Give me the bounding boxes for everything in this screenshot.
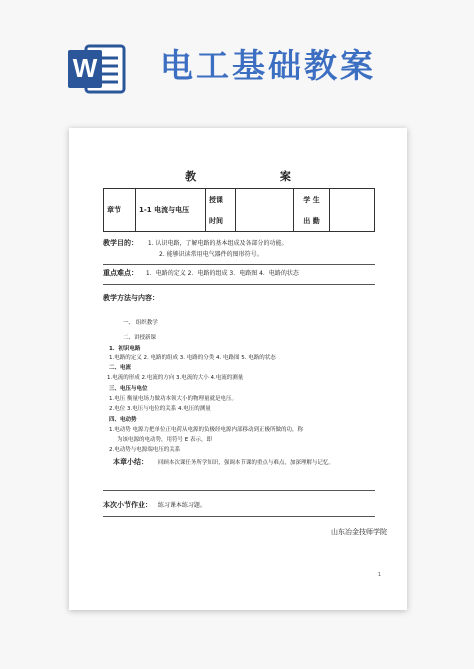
document-page <box>69 128 407 610</box>
attend-label-2: 出 勤 <box>294 210 330 232</box>
attend-value <box>330 189 375 232</box>
content-heading: 1．初识电路 <box>109 346 141 352</box>
summary-label: 本章小结： <box>113 458 148 466</box>
content-heading: 四、电动势 <box>109 417 137 423</box>
svg-text:W: W <box>72 53 98 83</box>
method-label: 教学方法与内容： <box>103 294 159 302</box>
attend-label-1: 学 生 <box>294 189 330 211</box>
content-heading: 三、电压与电位 <box>109 386 148 392</box>
summary-text: 回顾本次课任务所学知识，强调本节课的重点与难点，加深理解与记忆。 <box>157 460 334 466</box>
divider <box>103 264 375 265</box>
homework-label: 本次小节作业： <box>103 501 152 509</box>
teach-time-value <box>236 189 294 232</box>
banner-title: 电工基础教案 <box>160 46 376 85</box>
content-line: 一、 组织教学 <box>123 320 158 326</box>
content-heading: 二、电流 <box>109 365 132 371</box>
banner <box>0 0 474 120</box>
content-line: 1.电压 衡量电场力做功本领大小的物理量就是电压。 <box>109 396 237 402</box>
header-table <box>103 188 375 232</box>
content-line: 1.电流的形成 2.电流的方向 3.电流的大小 4.电流的测量 <box>107 375 244 381</box>
sheet-title: 教 案 <box>185 170 331 183</box>
divider <box>103 516 375 517</box>
page-number: 1 <box>377 572 381 578</box>
divider <box>103 284 375 285</box>
goals-label: 教学目的： <box>103 239 138 247</box>
content-line: 二、讲授新课 <box>123 335 157 341</box>
content-line: 1.电路的定义 2. 电路的组成 3. 电路的分类 4. 电路图 5. 电路的状态 <box>109 355 276 361</box>
goals-block <box>103 238 288 260</box>
school-name: 山东冶金技师学院 <box>331 528 387 536</box>
content-line: 为该电源的电动势，用符号 E 表示，即 <box>117 437 212 443</box>
goal-2: 2. 能够识读常用电气器件的图形符号。 <box>159 251 263 258</box>
summary-block <box>113 457 334 469</box>
key-block <box>103 268 299 279</box>
teach-time-label-2: 时间 <box>206 210 236 232</box>
content-line: 2.电动势与电源端电压的关系 <box>109 447 181 453</box>
chapter-value: 1-1 电流与电压 <box>136 189 206 232</box>
key-label: 重点难点： <box>103 269 138 277</box>
content-line: 1.电动势 电源力把单位正电荷从电源的负极经电源内部移动到正极所做的功，称 <box>109 427 303 433</box>
key-text: 1．电路的定义 2．电路的组成 3．电路图 4．电路的状态 <box>145 270 299 277</box>
teach-time-label-1: 授课 <box>206 189 236 211</box>
goal-1: 1. 认识电路，了解电路的基本组成及各部分的功能。 <box>147 240 288 247</box>
homework-text: 练习课本练习题。 <box>157 502 206 509</box>
chapter-label: 章节 <box>104 189 136 232</box>
word-icon <box>68 42 126 96</box>
content-line: 2.电位 3.电压与电位的关系 4.电压的测量 <box>109 406 211 412</box>
divider <box>103 490 375 491</box>
homework-block <box>103 500 206 511</box>
